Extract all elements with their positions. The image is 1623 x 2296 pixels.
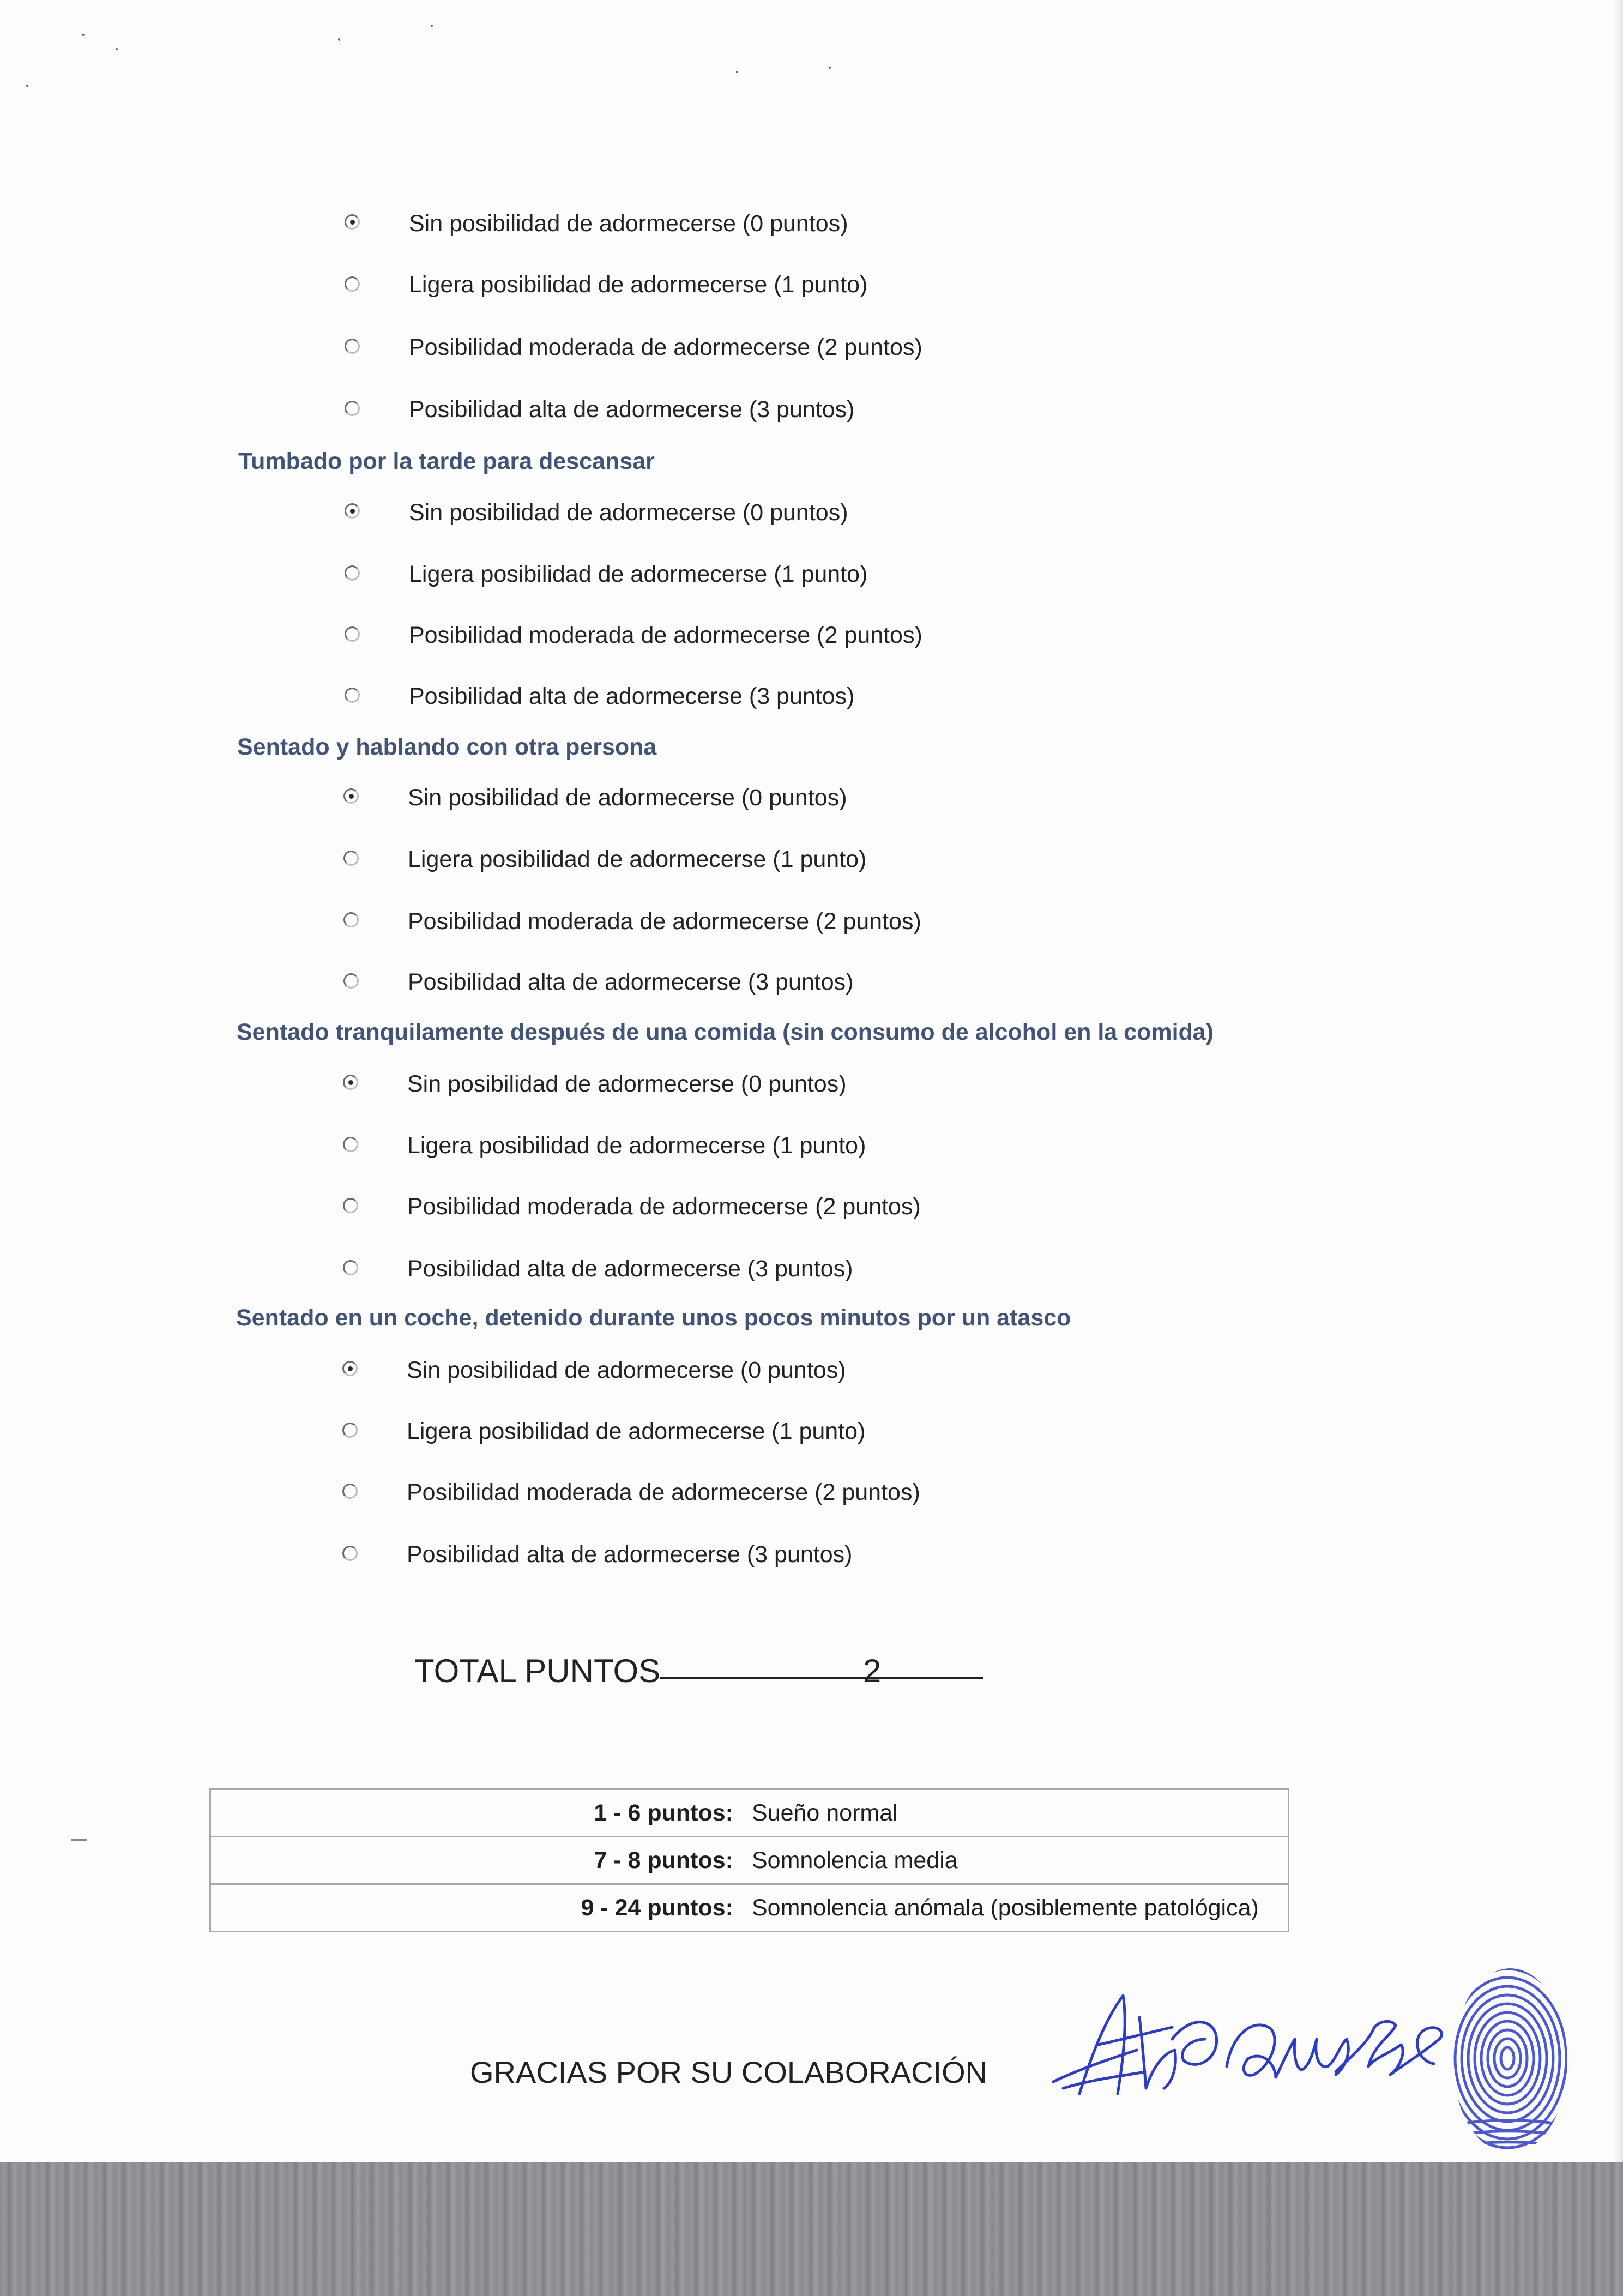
radio-q3-opt3[interactable] xyxy=(343,973,359,989)
option-label: Posibilidad alta de adormecerse (3 puntos) xyxy=(409,396,855,423)
score-meaning: Somnolencia media xyxy=(752,1837,1289,1884)
question-title: Tumbado por la tarde para descansar xyxy=(238,448,655,474)
total-blank[interactable] xyxy=(660,1652,983,1689)
radio-q3-opt2[interactable] xyxy=(343,912,359,927)
radio-selected-dot xyxy=(350,509,355,514)
radio-q2-opt2[interactable] xyxy=(345,626,360,642)
radio-q3-opt1[interactable] xyxy=(343,851,359,866)
option-label: Posibilidad alta de adormecerse (3 puntos) xyxy=(407,1256,853,1282)
scan-speck xyxy=(431,25,433,27)
scan-speck xyxy=(116,48,118,50)
total-value: 2 xyxy=(862,1653,882,1689)
fingerprint-mark xyxy=(1447,1963,1573,2159)
radio-q1-opt0[interactable] xyxy=(345,214,360,230)
radio-q5-opt3[interactable] xyxy=(342,1546,358,1561)
radio-q4-opt3[interactable] xyxy=(343,1260,358,1275)
radio-selected-dot xyxy=(348,1366,353,1371)
question-title: Sentado en un coche, detenido durante unos pocos minutos por un atasco xyxy=(236,1305,1071,1331)
option-label: Posibilidad alta de adormecerse (3 puntos) xyxy=(409,683,855,709)
thanks-message: GRACIAS POR SU COLABORACIÓN xyxy=(470,2055,988,2089)
option-label: Posibilidad moderada de adormecerse (2 puntos) xyxy=(407,1194,921,1220)
radio-q4-opt2[interactable] xyxy=(343,1198,358,1213)
score-range: 9 - 24 puntos: xyxy=(210,1884,752,1932)
option-label: Posibilidad moderada de adormecerse (2 puntos) xyxy=(407,1479,920,1505)
option-label: Posibilidad alta de adormecerse (3 puntos) xyxy=(408,969,854,995)
radio-q5-opt2[interactable] xyxy=(342,1484,358,1499)
option-label: Sin posibilidad de adormecerse (0 puntos) xyxy=(407,1071,847,1097)
option-label: Posibilidad moderada de adormecerse (2 puntos) xyxy=(409,622,922,648)
radio-q1-opt2[interactable] xyxy=(345,339,360,354)
scan-mark xyxy=(71,1839,87,1841)
table-row xyxy=(210,1789,1289,1837)
option-label: Sin posibilidad de adormecerse (0 puntos) xyxy=(409,499,848,526)
scan-speck xyxy=(82,34,85,36)
score-meaning: Sueño normal xyxy=(752,1789,1289,1837)
radio-selected-dot xyxy=(348,1080,353,1085)
option-label: Sin posibilidad de adormecerse (0 puntos) xyxy=(407,1357,846,1383)
radio-q4-opt1[interactable] xyxy=(343,1137,358,1152)
option-label: Posibilidad alta de adormecerse (3 puntos) xyxy=(407,1541,853,1568)
handwritten-signature xyxy=(1041,1957,1456,2116)
total-points xyxy=(414,1652,983,1690)
scan-speck xyxy=(736,71,738,73)
scanner-background xyxy=(0,2162,1623,2296)
option-label: Sin posibilidad de adormecerse (0 puntos) xyxy=(408,785,847,811)
radio-q5-opt1[interactable] xyxy=(342,1423,358,1438)
radio-q1-opt1[interactable] xyxy=(345,276,360,292)
scan-speck xyxy=(338,38,340,41)
option-label: Posibilidad moderada de adormecerse (2 puntos) xyxy=(409,334,922,360)
radio-selected-dot xyxy=(349,794,354,799)
option-label: Ligera posibilidad de adormecerse (1 punto) xyxy=(408,846,867,872)
radio-q5-opt0[interactable] xyxy=(342,1361,358,1376)
radio-q2-opt3[interactable] xyxy=(345,688,360,703)
option-label: Ligera posibilidad de adormecerse (1 punto) xyxy=(407,1132,866,1159)
scan-speck xyxy=(829,67,831,69)
option-label: Ligera posibilidad de adormecerse (1 punto) xyxy=(407,1418,866,1444)
radio-q1-opt3[interactable] xyxy=(345,401,360,416)
option-label: Posibilidad moderada de adormecerse (2 puntos) xyxy=(408,908,921,935)
option-label: Sin posibilidad de adormecerse (0 puntos) xyxy=(409,210,848,237)
score-legend-table xyxy=(209,1788,1289,1932)
option-label: Ligera posibilidad de adormecerse (1 punto) xyxy=(409,272,868,298)
score-range: 7 - 8 puntos: xyxy=(210,1837,752,1884)
radio-q2-opt1[interactable] xyxy=(345,565,360,581)
total-label: TOTAL PUNTOS xyxy=(414,1653,661,1689)
table-row xyxy=(210,1884,1289,1932)
radio-q3-opt0[interactable] xyxy=(343,788,359,804)
option-label: Ligera posibilidad de adormecerse (1 punto) xyxy=(409,561,868,587)
table-row xyxy=(210,1837,1289,1884)
question-title: Sentado y hablando con otra persona xyxy=(237,734,657,760)
radio-q4-opt0[interactable] xyxy=(343,1075,358,1090)
question-title: Sentado tranquilamente después de una comida (sin consumo de alcohol en la comida) xyxy=(237,1019,1214,1045)
scan-speck xyxy=(26,85,28,87)
radio-q2-opt0[interactable] xyxy=(345,503,360,519)
score-meaning: Somnolencia anómala (posiblemente patológica) xyxy=(752,1884,1289,1932)
score-range: 1 - 6 puntos: xyxy=(210,1789,752,1837)
radio-selected-dot xyxy=(350,220,355,225)
